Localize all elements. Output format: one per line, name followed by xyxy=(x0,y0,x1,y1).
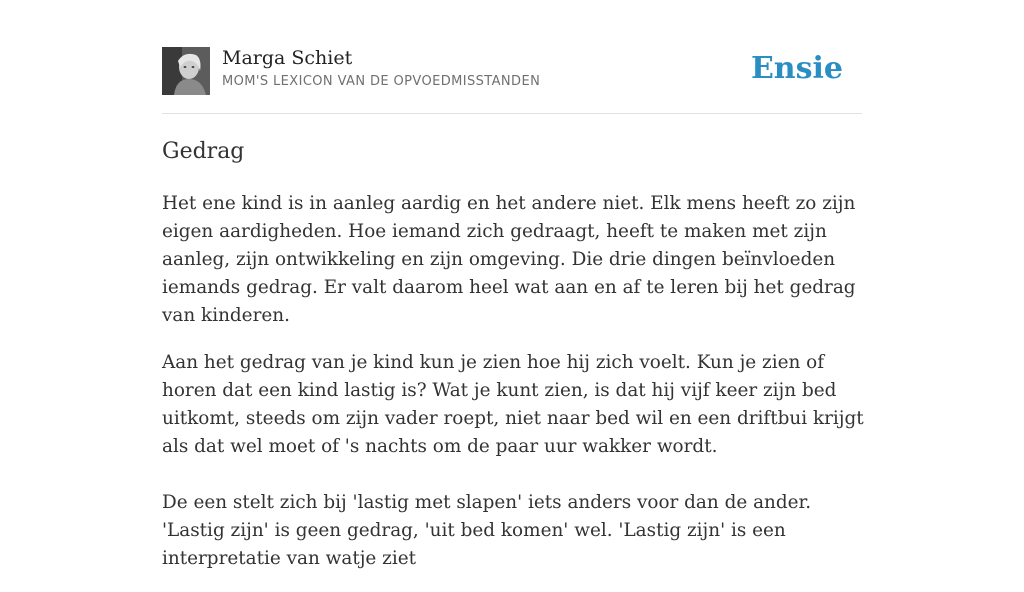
page-title: Gedrag xyxy=(162,139,245,164)
avatar[interactable] xyxy=(162,47,210,95)
paragraph: Aan het gedrag van je kind kun je zien hoe hij zich voelt. Kun je zien of horen dat een kind lastig is? Wat je kunt zien, is dat hij vijf keer zijn bed uitkomt, steeds om zijn vader roept, niet naar bed wil en een driftbui krijgt als dat wel moet of 's nachts om de paar uur wakker wordt. De een stelt zich bij 'lastig met slapen' iets anders voor dan de ander. 'Lastig zijn' is geen gedrag, 'uit bed komen' wel. 'Lastig zijn' is een interpretatie van watje ziet xyxy=(162,352,864,569)
person-photo-icon xyxy=(162,47,210,95)
author-name[interactable]: Marga Schiet xyxy=(222,47,353,69)
lexicon-title[interactable]: MOM'S LEXICON VAN DE OPVOEDMISSTANDEN xyxy=(222,74,541,89)
header xyxy=(162,46,862,96)
paragraph: Het ene kind is in aanleg aardig en het andere niet. Elk mens heeft zo zijn eigen aardigheden. Hoe iemand zich gedraagt, heeft te maken met zijn aanleg, zijn ontwikkeling en zijn omgeving. Die drie dingen beïnvloeden iemands gedrag. Er valt daarom heel wat aan en af te leren bij het gedrag van kinderen. xyxy=(162,193,856,326)
header-divider xyxy=(162,113,862,114)
article-body xyxy=(162,190,872,592)
brand-logo[interactable]: Ensie xyxy=(750,51,843,86)
